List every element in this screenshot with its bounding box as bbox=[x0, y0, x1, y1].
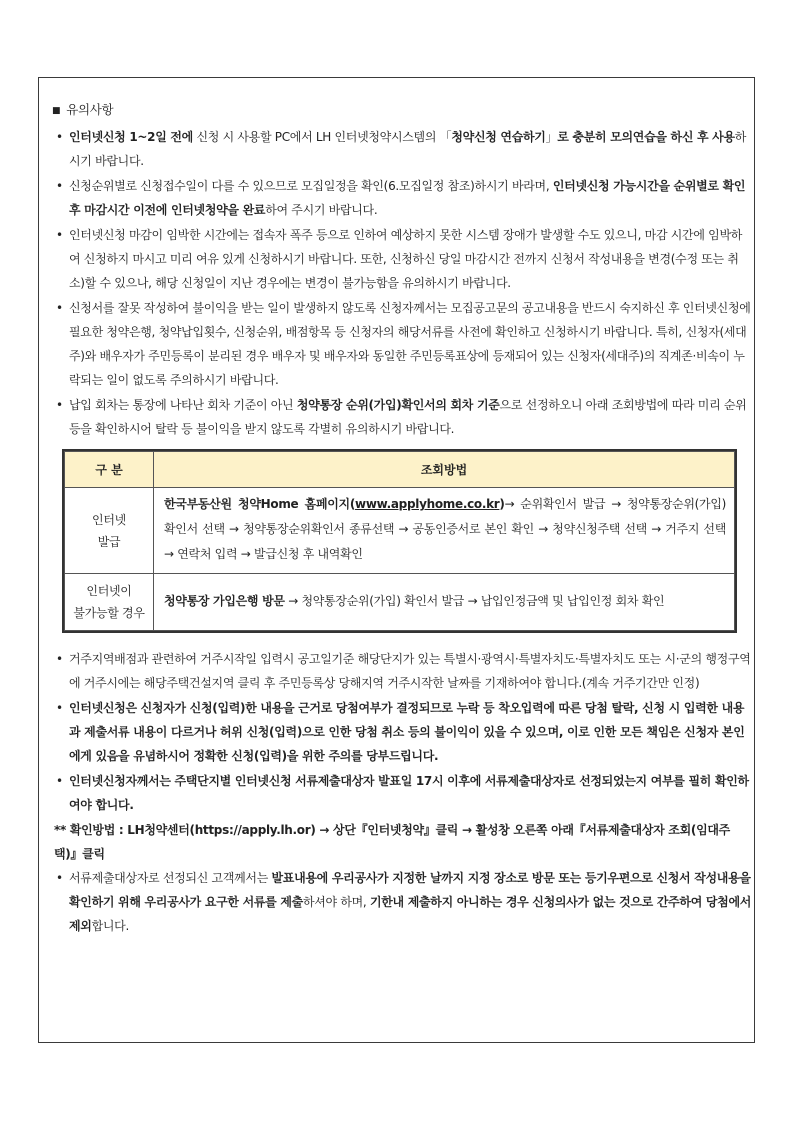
text-run: 인터넷신청은 신청자가 신청(입력)한 내용을 근거로 당첨여부가 결정되므로 누락 등 착오입력에 따른 당첨 탈락, 신청 시 입력한 내용과 제출서류 내용이 다르거나 허위 신청(입력)으로 인한 당첨 취소 등의 불이익이 있을 수 있으며, 이로 인한 모든 책임은 신청자 본인에게 있음을 유념하시어 정확한 신청(입력)을 위한 주의를 당부드립니다. bbox=[69, 701, 745, 763]
square-bullet-icon: ■ bbox=[52, 106, 61, 116]
row-method bbox=[154, 574, 735, 631]
text-run: 하셔야 하며, bbox=[302, 895, 370, 909]
text-run: 청약통장 가입은행 방문 bbox=[164, 593, 285, 608]
bullet-dot-icon: • bbox=[56, 228, 63, 242]
inquiry-method-table-wrap bbox=[62, 449, 737, 633]
text-run: 신청순위별로 신청접수일이 다를 수 있으므로 모집일정을 확인(6.모집일정 참조)하시기 바라며, bbox=[69, 179, 553, 193]
bullet-dot-icon: • bbox=[56, 701, 63, 715]
bullet-list-bottom bbox=[52, 647, 752, 817]
bullet-dot-icon: • bbox=[56, 301, 63, 315]
text-run: 청약신청 연습하기 bbox=[451, 130, 546, 144]
text-run: ) bbox=[499, 497, 505, 511]
text-run: → 청약통장순위(가입) 확인서 발급 → 납입인정금액 및 납입인정 회차 확인 bbox=[284, 593, 665, 608]
list-item bbox=[52, 125, 752, 173]
row-category bbox=[65, 574, 154, 631]
text-run: 인터넷신청 1~2일 전에 bbox=[69, 130, 193, 144]
text-run: 으로 선정하오니 아래 조회방법에 따라 미리 순위 등을 확인하시어 탈락 등 불이익을 받지 않도록 각별히 유의하시기 바랍니다. bbox=[69, 398, 747, 436]
list-item bbox=[52, 647, 752, 695]
inquiry-method-table bbox=[64, 451, 735, 631]
text-run: 발표내용에 우리공사가 지정한 날까지 지정 장소로 방문 또는 등기우편으로 신청서 작성내용을 확인하기 위해 우리공사가 요구한 서류를 제출 bbox=[69, 871, 751, 909]
category-line: 발급 bbox=[97, 534, 121, 549]
category-line: 인터넷 bbox=[92, 512, 126, 527]
text-run: 청약통장 순위(가입)확인서의 회차 기준 bbox=[296, 398, 500, 412]
bullet-dot-icon: • bbox=[56, 652, 63, 666]
bullet-dot-icon: • bbox=[56, 871, 63, 885]
text-run: 하여 주시기 바랍니다. bbox=[265, 203, 378, 217]
text-run: 합니다. bbox=[91, 919, 129, 933]
text-run: 하시기 바랍니다. bbox=[69, 130, 747, 168]
row-category bbox=[65, 488, 154, 574]
notice-content bbox=[52, 100, 752, 938]
text-run: 기한내 제출하지 아니하는 경우 신청의사가 없는 것으로 간주하여 당첨에서 제외 bbox=[69, 895, 752, 933]
text-run: 인터넷신청 가능시간을 순위별로 확인 후 마감시간 이전에 인터넷청약을 완료 bbox=[69, 179, 746, 217]
text-run: 신청 시 사용할 PC에서 LH 인터넷청약시스템의 「 bbox=[192, 130, 452, 144]
header-category: 구 분 bbox=[65, 452, 154, 488]
bullet-dot-icon: • bbox=[56, 130, 63, 144]
bullet-dot-icon: • bbox=[56, 398, 63, 412]
category-line: 불가능할 경우 bbox=[73, 606, 145, 620]
bullet-list-top bbox=[52, 125, 752, 441]
text-run: → 순위확인서 발급 → 청약통장순위(가입) 확인서 선택 → 청약통장순위확인서 종류선택 → 공동인증서로 본인 확인 → 청약신청주택 선택 → 거주지 선택 → 연락처 입력 → 발급신청 후 내역확인 bbox=[164, 497, 726, 561]
text-run: 서류제출대상자로 선정되신 고객께서는 bbox=[69, 871, 272, 885]
text-run: 한국부동산원 청약Home 홈페이지( bbox=[164, 497, 356, 511]
list-item bbox=[52, 866, 752, 938]
table-row bbox=[65, 488, 735, 574]
check-method-note bbox=[52, 818, 752, 866]
text-run: ** 확인방법 : LH청약센터(https://apply.lh.or) → 상단『인터넷청약』클릭 → 활성창 오른쪽 아래『서류제출대상자 조회(임대주택)』클릭 bbox=[54, 823, 730, 861]
list-item bbox=[52, 174, 752, 222]
text-run: 신청서를 잘못 작성하여 불이익을 받는 일이 발생하지 않도록 신청자께서는 모집공고문의 공고내용을 반드시 숙지하신 후 인터넷신청에 필요한 청약은행, 청약납입횟수, 신청순위, 배점항목 등 신청자의 해당서류를 사전에 확인하고 신청하시기 바랍니다. 특히, 신청자(세대주)와 배우자가 주민등록이 분리된 경우 배우자 및 배우자와 동일한 주민등록표상에 등재되어 있는 신청자(세대주)의 직계존·비속이 누락되는 일이 없도록 주의하시기 바랍니다. bbox=[69, 301, 751, 387]
text-run: 거주지역배점과 관련하여 거주시작일 입력시 공고일기준 해당단지가 있는 특별시·광역시·특별자치도·특별자치도 또는 시·군의 행정구역에 거주시에는 해당주택건설지역 클릭 후 주민등록상 당해지역 거주시작한 날짜를 기재하여야 합니다.(계속 거주기간만 인정) bbox=[69, 652, 751, 690]
text-run: 로 충분히 모의연습을 하신 후 사용 bbox=[557, 130, 735, 144]
text-run: 인터넷신청 마감이 임박한 시간에는 접속자 폭주 등으로 인하여 예상하지 못한 시스템 장애가 발생할 수도 있으니, 마감 시간에 임박하여 신청하지 마시고 미리 여유 있게 신청하시기 바랍니다. 또한, 신청하신 당일 마감시간 전까지 신청서 작성내용을 변경(수정 또는 취소)할 수 있으나, 해당 신청일이 지난 경우에는 변경이 불가능함을 유의하시기 바랍니다. bbox=[69, 228, 743, 290]
bullet-dot-icon: • bbox=[56, 774, 63, 788]
category-line: 인터넷이 bbox=[86, 584, 132, 598]
list-item bbox=[52, 696, 752, 768]
text-run: 납입 회차는 통장에 나타난 회차 기준이 아닌 bbox=[69, 398, 297, 412]
text-run: 」 bbox=[545, 130, 558, 144]
list-item bbox=[52, 769, 752, 817]
table-header-row bbox=[65, 452, 735, 488]
row-method bbox=[154, 488, 735, 574]
table-row bbox=[65, 574, 735, 631]
list-item bbox=[52, 393, 752, 441]
bullet-dot-icon: • bbox=[56, 179, 63, 193]
list-item bbox=[52, 296, 752, 392]
text-run: www.applyhome.co.kr bbox=[355, 497, 500, 511]
section-heading: ■ 유의사항 bbox=[52, 102, 114, 117]
bullet-list-last bbox=[52, 866, 752, 938]
text-run: 인터넷신청자께서는 주택단지별 인터넷신청 서류제출대상자 발표일 17시 이후에 서류제출대상자로 선정되었는지 여부를 필히 확인하여야 합니다. bbox=[69, 774, 749, 812]
header-method: 조회방법 bbox=[154, 452, 735, 488]
list-item bbox=[52, 223, 752, 295]
